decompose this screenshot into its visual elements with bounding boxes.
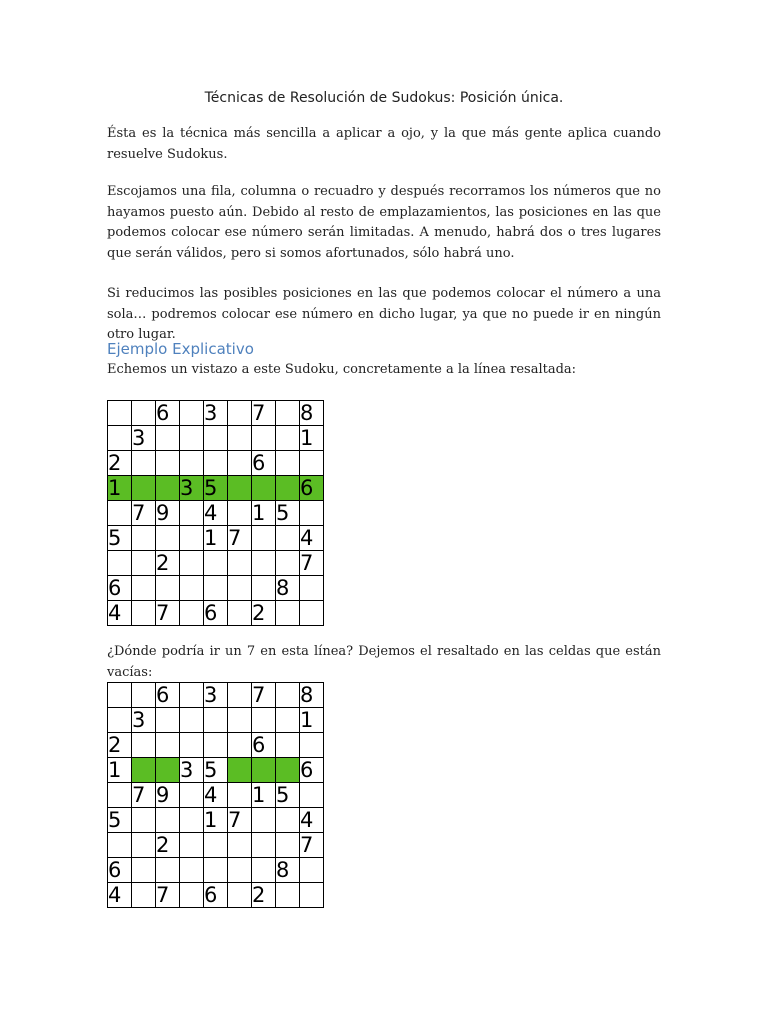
sudoku-cell [180, 401, 204, 426]
sudoku-cell [228, 758, 252, 783]
sudoku-row [108, 758, 324, 783]
sudoku-cell: 7 [156, 601, 180, 626]
sudoku-cell: 4 [204, 783, 228, 808]
paragraph-example-intro: Echemos un vistazo a este Sudoku, concretamente a la línea resaltada: [107, 362, 577, 377]
sudoku-cell [276, 683, 300, 708]
sudoku-cell [132, 683, 156, 708]
sudoku-cell [204, 576, 228, 601]
sudoku-cell [300, 783, 324, 808]
sudoku-cell: 1 [300, 426, 324, 451]
sudoku-cell [132, 883, 156, 908]
sudoku-cell [180, 426, 204, 451]
sudoku-cell: 1 [204, 808, 228, 833]
sudoku-grid-2 [107, 682, 324, 908]
sudoku-cell [228, 576, 252, 601]
sudoku-cell [252, 758, 276, 783]
sudoku-cell: 3 [132, 426, 156, 451]
sudoku-cell [132, 476, 156, 501]
sudoku-cell: 7 [228, 526, 252, 551]
sudoku-cell: 4 [108, 601, 132, 626]
sudoku-cell [180, 808, 204, 833]
sudoku-cell [132, 526, 156, 551]
sudoku-cell: 2 [252, 883, 276, 908]
sudoku-cell [132, 733, 156, 758]
sudoku-cell [108, 551, 132, 576]
sudoku-cell [180, 833, 204, 858]
sudoku-cell: 7 [132, 501, 156, 526]
sudoku-cell [228, 733, 252, 758]
sudoku-cell: 2 [156, 833, 180, 858]
sudoku-cell: 9 [156, 501, 180, 526]
sudoku-cell: 6 [300, 476, 324, 501]
sudoku-cell [132, 758, 156, 783]
sudoku-cell: 8 [300, 401, 324, 426]
paragraph-reduction: Si reducimos las posibles posiciones en las que podemos colocar el número a una sola… podremos colocar ese número en dicho lugar, ya que no puede ir en ningún otro lugar. [107, 286, 661, 342]
sudoku-cell: 4 [108, 883, 132, 908]
sudoku-cell [276, 551, 300, 576]
sudoku-cell [204, 833, 228, 858]
sudoku-cell [228, 551, 252, 576]
sudoku-cell: 6 [204, 601, 228, 626]
sudoku-cell [228, 401, 252, 426]
sudoku-cell [180, 708, 204, 733]
sudoku-cell: 3 [204, 401, 228, 426]
sudoku-cell [156, 708, 180, 733]
sudoku-cell: 8 [276, 858, 300, 883]
paragraph-technique: Escojamos una fila, columna o recuadro y después recorramos los números que no hayamos puesto aún. Debido al resto de emplazamientos, las posiciones en las que podemos colocar ese número serán limitadas. A menudo, habrá dos o tres lugares que serán válidos, pero si somos afortunados, sólo habrá uno. [107, 184, 661, 261]
sudoku-cell: 1 [108, 758, 132, 783]
sudoku-cell: 5 [204, 476, 228, 501]
sudoku-cell [180, 501, 204, 526]
sudoku-cell [132, 401, 156, 426]
sudoku-cell [252, 551, 276, 576]
sudoku-cell [300, 883, 324, 908]
sudoku-row [108, 401, 324, 426]
sudoku-cell: 3 [180, 758, 204, 783]
sudoku-cell [132, 601, 156, 626]
sudoku-cell [132, 576, 156, 601]
sudoku-cell [276, 426, 300, 451]
sudoku-cell: 3 [204, 683, 228, 708]
sudoku-cell [156, 526, 180, 551]
sudoku-cell [252, 576, 276, 601]
sudoku-cell [276, 758, 300, 783]
sudoku-cell [132, 808, 156, 833]
sudoku-cell [108, 708, 132, 733]
sudoku-cell [132, 551, 156, 576]
sudoku-cell [108, 426, 132, 451]
sudoku-cell [156, 733, 180, 758]
sudoku-cell: 1 [204, 526, 228, 551]
sudoku-cell [228, 858, 252, 883]
sudoku-cell [108, 833, 132, 858]
sudoku-cell: 7 [228, 808, 252, 833]
sudoku-cell [180, 551, 204, 576]
sudoku-row [108, 601, 324, 626]
sudoku-cell [276, 708, 300, 733]
sudoku-cell [156, 758, 180, 783]
sudoku-cell [180, 526, 204, 551]
sudoku-cell: 8 [300, 683, 324, 708]
sudoku-cell [156, 858, 180, 883]
sudoku-row [108, 683, 324, 708]
sudoku-cell: 2 [156, 551, 180, 576]
sudoku-cell [228, 708, 252, 733]
sudoku-cell [228, 451, 252, 476]
sudoku-cell: 9 [156, 783, 180, 808]
sudoku-cell [156, 476, 180, 501]
section-heading: Ejemplo Explicativo [107, 340, 254, 358]
sudoku-row [108, 883, 324, 908]
sudoku-cell [132, 451, 156, 476]
sudoku-cell [300, 858, 324, 883]
sudoku-cell [180, 883, 204, 908]
sudoku-cell [132, 858, 156, 883]
sudoku-cell: 7 [300, 551, 324, 576]
sudoku-cell: 7 [252, 401, 276, 426]
paragraph-intro: Ésta es la técnica más sencilla a aplicar a ojo, y la que más gente aplica cuando resuelve Sudokus. [107, 126, 661, 162]
sudoku-row [108, 426, 324, 451]
sudoku-cell [156, 576, 180, 601]
sudoku-cell: 7 [156, 883, 180, 908]
sudoku-cell: 6 [108, 858, 132, 883]
sudoku-cell: 6 [300, 758, 324, 783]
sudoku-cell [228, 783, 252, 808]
sudoku-cell: 4 [300, 808, 324, 833]
sudoku-cell: 5 [108, 808, 132, 833]
sudoku-cell: 7 [300, 833, 324, 858]
sudoku-cell [204, 451, 228, 476]
sudoku-cell [228, 601, 252, 626]
sudoku-cell [228, 501, 252, 526]
sudoku-cell [276, 833, 300, 858]
sudoku-cell [180, 733, 204, 758]
sudoku-cell [108, 501, 132, 526]
sudoku-row [108, 526, 324, 551]
sudoku-cell [252, 708, 276, 733]
sudoku-grid-1 [107, 400, 324, 626]
sudoku-cell [252, 476, 276, 501]
sudoku-row [108, 783, 324, 808]
sudoku-cell [204, 858, 228, 883]
sudoku-cell: 6 [252, 733, 276, 758]
sudoku-cell [180, 451, 204, 476]
sudoku-cell: 3 [180, 476, 204, 501]
sudoku-cell [228, 476, 252, 501]
sudoku-cell: 4 [300, 526, 324, 551]
document-title: Técnicas de Resolución de Sudokus: Posición única. [204, 90, 564, 106]
sudoku-cell [156, 426, 180, 451]
sudoku-cell: 2 [252, 601, 276, 626]
sudoku-cell [204, 551, 228, 576]
sudoku-cell [252, 833, 276, 858]
sudoku-cell [180, 601, 204, 626]
sudoku-cell: 6 [156, 683, 180, 708]
sudoku-cell: 5 [204, 758, 228, 783]
sudoku-cell: 5 [276, 501, 300, 526]
sudoku-cell [228, 683, 252, 708]
sudoku-cell: 1 [300, 708, 324, 733]
sudoku-cell [300, 733, 324, 758]
sudoku-cell [252, 808, 276, 833]
sudoku-cell: 6 [204, 883, 228, 908]
sudoku-row [108, 576, 324, 601]
sudoku-cell [228, 833, 252, 858]
sudoku-cell: 7 [132, 783, 156, 808]
sudoku-cell [276, 526, 300, 551]
sudoku-cell: 5 [108, 526, 132, 551]
sudoku-cell [276, 808, 300, 833]
sudoku-cell [276, 476, 300, 501]
sudoku-cell [300, 576, 324, 601]
sudoku-cell [180, 683, 204, 708]
sudoku-cell [252, 526, 276, 551]
sudoku-cell: 4 [204, 501, 228, 526]
sudoku-row [108, 858, 324, 883]
sudoku-cell [204, 733, 228, 758]
sudoku-cell [156, 808, 180, 833]
sudoku-cell [300, 451, 324, 476]
sudoku-row [108, 733, 324, 758]
sudoku-cell [228, 426, 252, 451]
sudoku-cell [252, 426, 276, 451]
sudoku-cell [276, 601, 300, 626]
sudoku-cell: 1 [108, 476, 132, 501]
sudoku-row [108, 551, 324, 576]
sudoku-cell: 7 [252, 683, 276, 708]
sudoku-cell [180, 783, 204, 808]
sudoku-cell [276, 883, 300, 908]
sudoku-cell: 2 [108, 733, 132, 758]
sudoku-cell [180, 858, 204, 883]
sudoku-row [108, 451, 324, 476]
sudoku-cell: 6 [156, 401, 180, 426]
sudoku-cell [300, 501, 324, 526]
sudoku-row [108, 708, 324, 733]
sudoku-cell: 2 [108, 451, 132, 476]
sudoku-cell [276, 733, 300, 758]
sudoku-cell: 8 [276, 576, 300, 601]
sudoku-cell [180, 576, 204, 601]
sudoku-cell: 1 [252, 501, 276, 526]
sudoku-cell [204, 708, 228, 733]
sudoku-cell [156, 451, 180, 476]
sudoku-cell [252, 858, 276, 883]
sudoku-row [108, 476, 324, 501]
sudoku-cell [108, 683, 132, 708]
sudoku-cell [276, 401, 300, 426]
sudoku-cell [228, 883, 252, 908]
sudoku-row [108, 808, 324, 833]
sudoku-cell: 3 [132, 708, 156, 733]
sudoku-cell: 5 [276, 783, 300, 808]
sudoku-cell [204, 426, 228, 451]
sudoku-row [108, 833, 324, 858]
sudoku-cell: 6 [108, 576, 132, 601]
sudoku-cell [108, 401, 132, 426]
paragraph-question: ¿Dónde podría ir un 7 en esta línea? Dejemos el resaltado en las celdas que están vacías: [107, 644, 661, 680]
sudoku-row [108, 501, 324, 526]
sudoku-cell [132, 833, 156, 858]
sudoku-cell [276, 451, 300, 476]
sudoku-cell: 1 [252, 783, 276, 808]
sudoku-cell: 6 [252, 451, 276, 476]
sudoku-cell [108, 783, 132, 808]
sudoku-cell [300, 601, 324, 626]
